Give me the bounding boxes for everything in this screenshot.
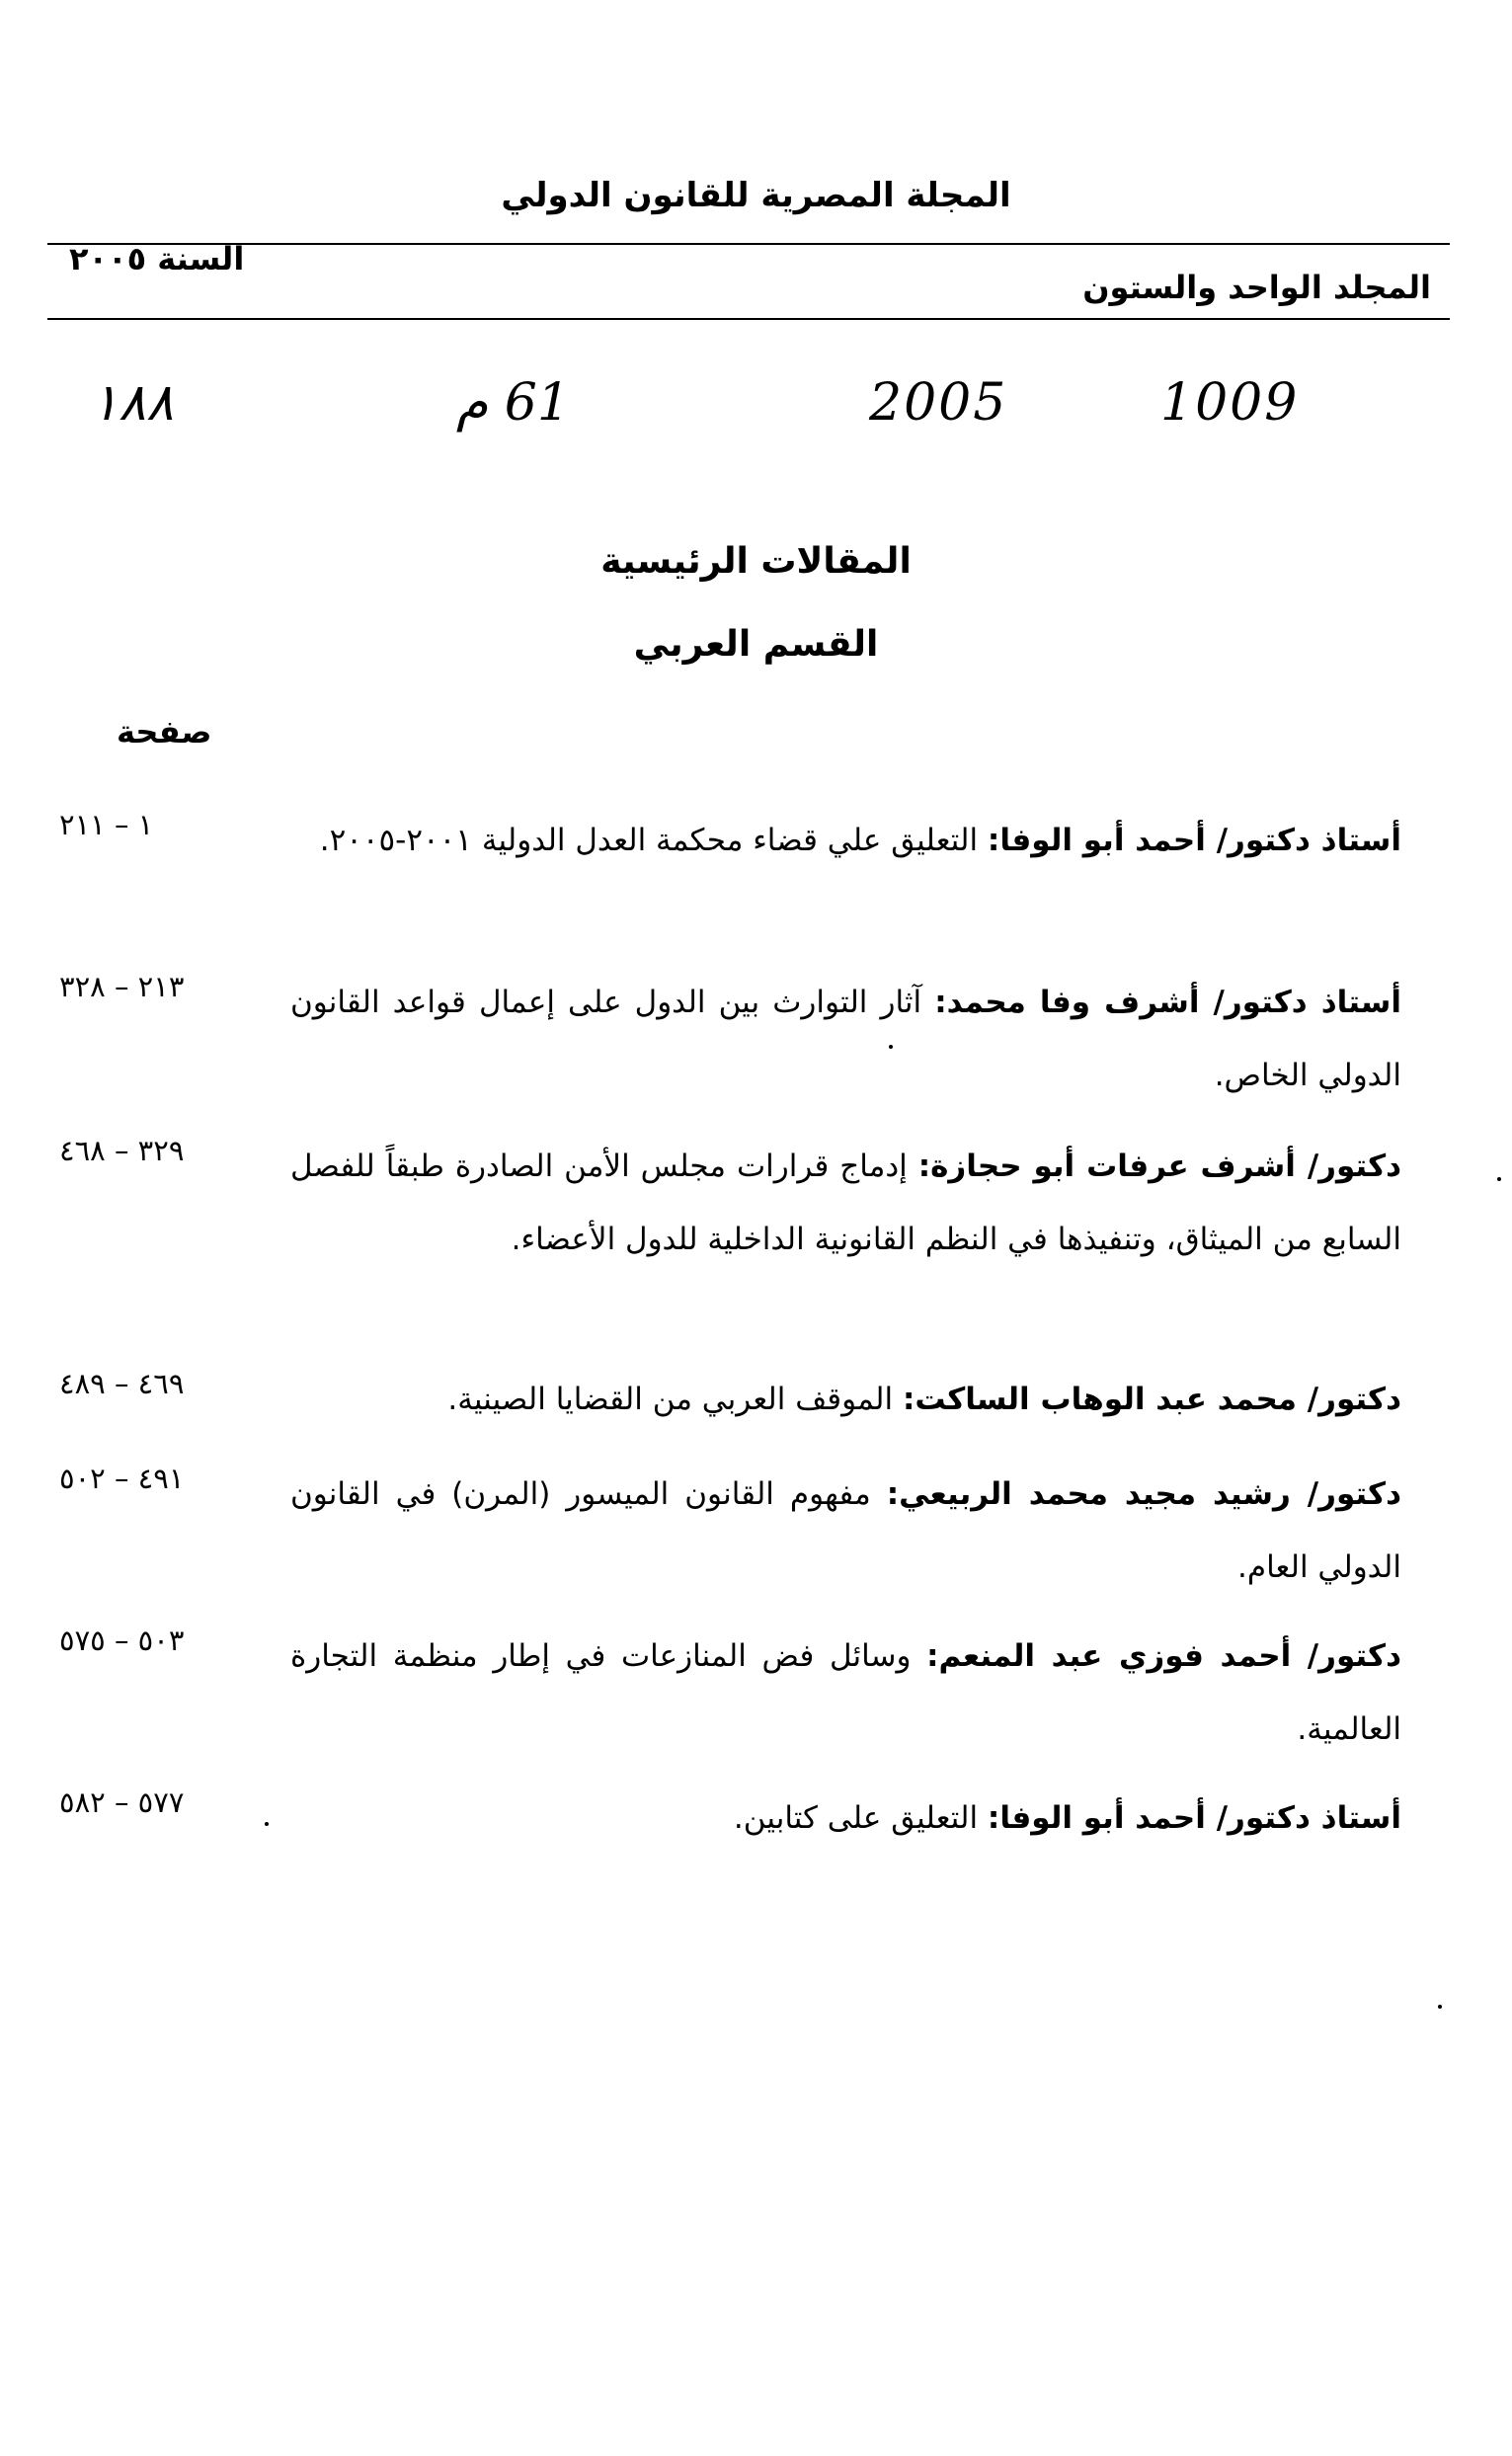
entry-pages: ٤٩١ – ٥٠٢ <box>59 1462 185 1495</box>
list-item <box>290 1458 1401 1604</box>
entry-pages: ١ – ٢١١ <box>59 808 154 841</box>
scan-speck <box>1497 1177 1501 1181</box>
entry-author: أستاذ دكتور/ أحمد أبو الوفا: <box>987 823 1401 858</box>
entry-title: مفهوم القانون الميسور (المرن) في القانون الدولي العام. <box>290 1476 1401 1585</box>
list-item <box>290 1620 1401 1766</box>
header-rule-top <box>47 243 1450 245</box>
handwritten-note-year: 2005 <box>869 373 1008 433</box>
entry-author: دكتور/ أحمد فوزي عبد المنعم: <box>926 1638 1401 1674</box>
scan-speck <box>265 1822 269 1826</box>
entry-pages: ٥٧٧ – ٥٨٢ <box>59 1785 185 1819</box>
scan-speck <box>889 1045 893 1049</box>
entry-title: إدماج قرارات مجلس الأمن الصادرة طبقاً للفصل السابع من الميثاق، وتنفيذها في النظم القانونية الداخلية للدول الأعضاء. <box>290 1149 1401 1257</box>
list-item <box>290 966 1401 1112</box>
entry-title: الموقف العربي من القضايا الصينية. <box>447 1382 894 1417</box>
entry-author: دكتور/ أشرف عرفات أبو حجازة: <box>917 1149 1402 1184</box>
entry-author: أستاذ دكتور/ أشرف وفا محمد: <box>934 985 1402 1020</box>
entry-title: التعليق على كتابين. <box>733 1800 979 1836</box>
handwritten-note-left: ١٨٨ <box>91 373 174 433</box>
header-rule-bottom <box>47 318 1450 320</box>
list-item <box>290 1782 1401 1855</box>
entry-author: دكتور/ رشيد مجيد محمد الربيعي: <box>886 1476 1401 1512</box>
handwritten-note-number: 1009 <box>1160 373 1300 433</box>
page-column-label: صفحة <box>117 713 212 751</box>
handwritten-note-volume: 61 م <box>456 373 570 433</box>
entry-author: أستاذ دكتور/ أحمد أبو الوفا: <box>987 1800 1401 1836</box>
entry-pages: ٢١٣ – ٣٢٨ <box>59 970 185 1003</box>
entry-pages: ٤٦٩ – ٤٨٩ <box>59 1367 185 1400</box>
section-title: المقالات الرئيسية <box>600 541 912 582</box>
section-subtitle: القسم العربي <box>633 624 879 665</box>
list-item <box>290 1130 1401 1276</box>
year-label: السنة ٢٠٠٥ <box>69 240 245 277</box>
volume-label: المجلد الواحد والستون <box>1082 269 1431 306</box>
journal-title: المجلة المصرية للقانون الدولي <box>501 176 1011 215</box>
entry-title: وسائل فض المنازعات في إطار منظمة التجارة العالمية. <box>290 1638 1401 1747</box>
entry-pages: ٣٢٩ – ٤٦٨ <box>59 1134 185 1167</box>
list-item <box>290 1363 1401 1436</box>
list-item <box>290 804 1401 877</box>
entry-title: آثار التوارث بين الدول على إعمال قواعد القانون الدولي الخاص. <box>290 985 1401 1093</box>
entry-pages: ٥٠٣ – ٥٧٥ <box>59 1624 185 1657</box>
entry-author: دكتور/ محمد عبد الوهاب الساكت: <box>902 1382 1401 1417</box>
entry-title: التعليق علي قضاء محكمة العدل الدولية ٢٠٠١-٢٠٠٥. <box>319 823 979 858</box>
scan-speck <box>1438 2005 1442 2009</box>
